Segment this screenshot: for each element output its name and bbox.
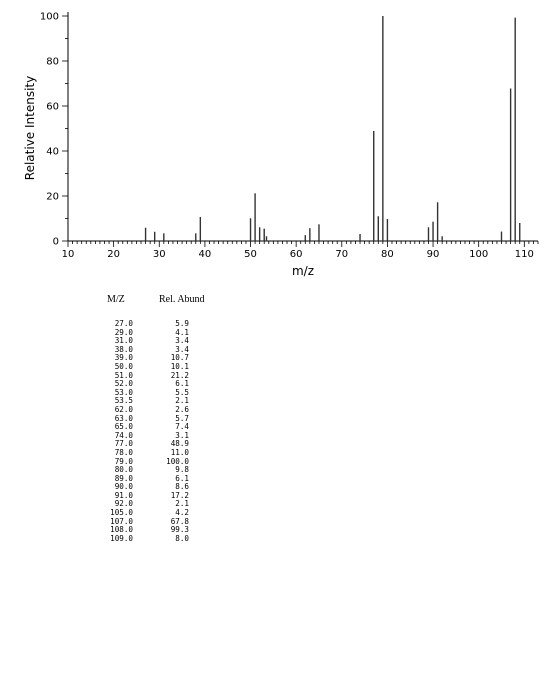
abundance-value: 67.8 [170,516,189,526]
mz-value: 31.0 [114,336,133,346]
y-axis [40,12,68,248]
x-tick-label: 10 [61,249,75,260]
x-tick-label: 50 [244,249,257,260]
abundance-value: 4.2 [175,508,189,518]
x-tick-label: 30 [152,249,166,260]
abundance-value: 2.1 [175,499,189,509]
mz-value: 92.0 [114,499,133,509]
abundance-value: 5.9 [175,319,189,328]
x-axis [62,241,538,260]
mz-value: 62.0 [114,404,133,414]
abundance-value: 3.4 [175,344,189,354]
y-axis-title: Relative Intensity [23,75,37,181]
abundance-value: 4.1 [175,327,189,337]
mz-value: 90.0 [114,482,133,492]
table-row [97,535,217,544]
abundance-value: 3.4 [175,336,189,346]
abundance-value: 10.7 [170,353,189,363]
mz-value: 29.0 [114,327,133,337]
abundance-value: 17.2 [170,490,189,500]
x-axis-title: m/z [291,264,315,278]
mz-value: 52.0 [114,379,133,389]
mz-value: 91.0 [114,490,133,500]
y-tick-label: 20 [46,191,59,203]
mz-value: 65.0 [114,422,133,432]
plot-frame [68,12,538,241]
abundance-value: 5.5 [175,387,189,397]
mz-value: 53.0 [114,387,133,397]
mz-value: 51.0 [114,370,133,380]
x-tick-label: 40 [198,249,212,260]
abundance-value: 3.1 [175,430,189,440]
abundance-value: 21.2 [170,370,189,380]
abundance-value: 5.7 [175,413,189,423]
mz-value: 50.0 [114,361,133,371]
x-tick-label: 70 [335,249,349,260]
y-tick-label: 40 [46,146,59,158]
peak-table [97,292,217,543]
x-tick-label: 80 [381,249,394,260]
mz-value: 27.0 [114,319,133,328]
x-tick-label: 90 [426,249,440,260]
abundance-value: 2.1 [175,396,189,406]
mz-value: 63.0 [114,413,133,423]
abundance-value: 48.9 [170,439,189,449]
abundance-value: 11.0 [170,447,189,457]
y-tick-label: 100 [39,11,59,23]
abundance-value: 8.0 [175,533,189,543]
mz-value: 107.0 [110,516,133,526]
x-tick-label: 110 [514,249,534,260]
peaks-layer [146,16,520,241]
y-tick-label: 60 [46,101,59,113]
mz-value: 79.0 [114,456,133,466]
peak-table-header [97,292,217,320]
abundance-value: 99.3 [170,525,189,535]
mz-value: 105.0 [110,508,133,518]
x-tick-label: 20 [107,249,120,260]
peak-table-body [97,320,217,543]
abundance-value: 6.1 [175,473,189,483]
abundance-value: 6.1 [175,379,189,389]
abundance-value: 7.4 [175,422,189,432]
x-tick-label: 60 [289,249,303,260]
x-tick-label: 100 [469,249,489,260]
abundance-value: 8.6 [175,482,189,492]
mz-value: 53.5 [114,396,133,406]
mz-value: 109.0 [110,533,133,543]
abundance-value: 9.8 [175,465,189,475]
column-header-mz: M/Z [107,294,125,305]
mz-value: 38.0 [114,344,133,354]
abundance-value: 2.6 [175,404,189,414]
mz-value: 80.0 [114,465,133,475]
mz-value: 77.0 [114,439,133,449]
column-header-abundance: Rel. Abund [159,294,205,305]
y-tick-label: 0 [52,236,59,248]
mass-spectrum-chart [0,0,556,290]
mz-value: 74.0 [114,430,133,440]
abundance-value: 100.0 [166,456,189,466]
y-tick-label: 80 [46,56,59,68]
mz-value: 89.0 [114,473,133,483]
mz-value: 108.0 [110,525,133,535]
mz-value: 39.0 [114,353,133,363]
abundance-value: 10.1 [170,361,189,371]
mz-value: 78.0 [114,447,133,457]
